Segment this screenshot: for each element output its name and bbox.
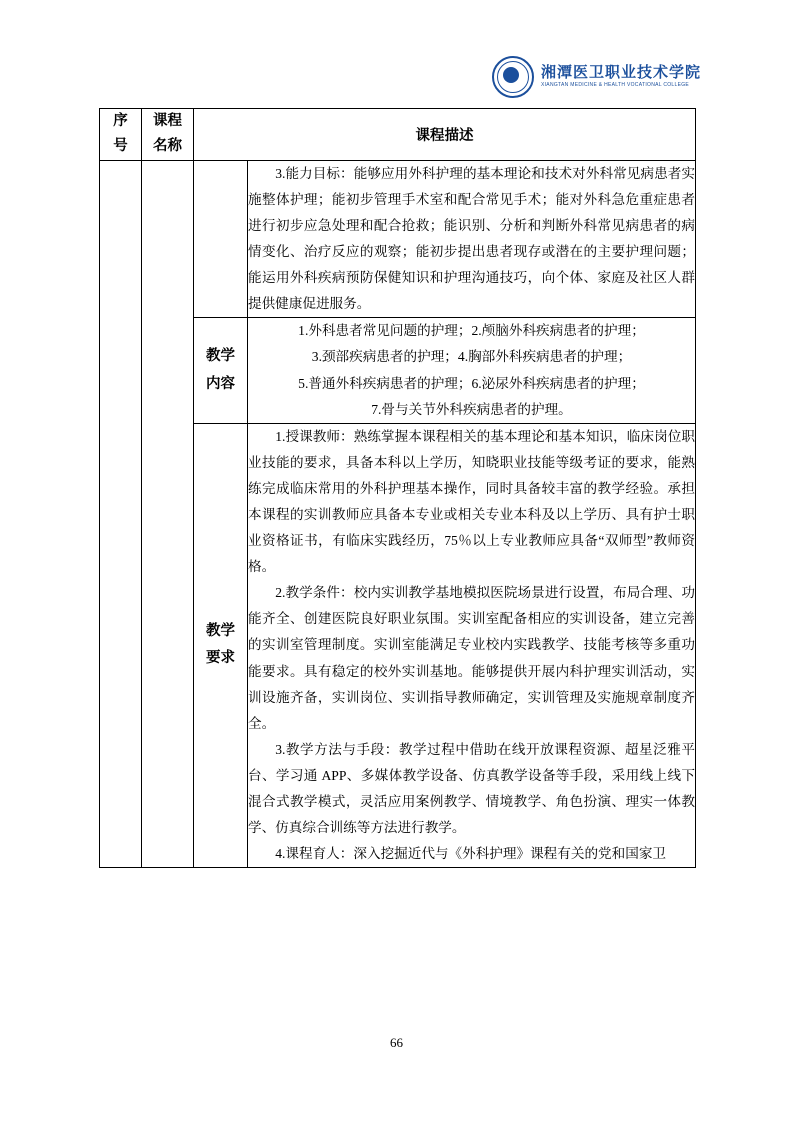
requirement-paragraph-teacher: 1.授课教师：熟练掌握本课程相关的基本理论和基本知识，临床岗位职业技能的要求，具备本科以上学历，知晓职业技能等级考证的要求，能熟练完成临床常用的外科护理基本操作，同时具备较丰富的教学经验。承担本课程的实训教师应具备本专业或相关专业本科及以上学历、具有护士职业资格证书，有临床实践经历，75％以上专业教师应具备“双师型”教师资格。 xyxy=(248,428,695,575)
table-row xyxy=(100,160,696,318)
college-logo xyxy=(492,56,701,98)
cell-sequence-number xyxy=(100,160,142,868)
label-teaching-requirements-line1: 教学 xyxy=(206,622,235,639)
teaching-content-line-3: 5.普通外科疾病患者的护理；6.泌尿外科疾病患者的护理； xyxy=(298,375,645,391)
paragraph-ability-objective: 3.能力目标：能够应用外科护理的基本理论和技术对外科常见病患者实施整体护理；能初步管理手术室和配合常见手术；能对外科急危重症患者进行初步应急处理和配合抢救；能识别、分析和判断外科常见病患者的病情变化、治疗反应的观察；能初步提出患者现存或潜在的主要护理问题；能运用外科疾病预防保健知识和护理沟通技巧，向个体、家庭及社区人群提供健康促进服务。 xyxy=(248,165,695,312)
label-teaching-content-line2: 内容 xyxy=(206,375,235,392)
cell-row-label-teaching-content xyxy=(194,318,248,423)
course-description-table xyxy=(99,108,696,868)
label-teaching-content-line1: 教学 xyxy=(206,347,235,364)
header-sequence-line2: 号 xyxy=(113,138,128,155)
college-name-cn: 湘潭医卫职业技术学院 xyxy=(540,64,701,81)
college-logo-text xyxy=(541,66,701,89)
page-number: 66 xyxy=(390,1035,403,1050)
teaching-content-line-1: 1.外科患者常见问题的护理；2.颅脑外科疾病患者的护理； xyxy=(298,323,645,339)
header-course-name-line2: 名称 xyxy=(153,138,182,155)
requirement-paragraph-methods: 3.教学方法与手段：教学过程中借助在线开放课程资源、超星泛雅平台、学习通 APP、多媒体教学设备、仿真教学设备等手段，采用线上线下混合式教学模式，灵活应用案例教学、情境教学、角色扮演、理实一体教学、仿真综合训练等方法进行教学。 xyxy=(248,741,695,836)
teaching-content-line-4: 7.骨与关节外科疾病患者的护理。 xyxy=(371,401,572,417)
cell-ability-objective xyxy=(248,160,696,318)
header-sequence-line1: 序 xyxy=(113,113,128,129)
teaching-content-line-2: 3.颈部疾病患者的护理；4.胸部外科疾病患者的护理； xyxy=(311,349,632,365)
cell-row-label-teaching-requirements xyxy=(194,423,248,868)
college-name-en: XIANGTAN MEDICINE & HEALTH VOCATIONAL COLLEGE xyxy=(540,82,690,89)
college-emblem-icon xyxy=(492,56,534,98)
cell-teaching-requirements xyxy=(248,423,696,868)
cell-teaching-content xyxy=(248,318,696,423)
requirement-paragraph-moral-education: 4.课程育人：深入挖掘近代与《外科护理》课程有关的党和国家卫 xyxy=(275,846,667,862)
cell-row-label-ability xyxy=(194,160,248,318)
label-teaching-requirements-line2: 要求 xyxy=(206,650,235,667)
header-cell-sequence xyxy=(100,109,142,161)
header-course-name-line1: 课程 xyxy=(153,113,182,129)
table-header-row xyxy=(100,109,696,161)
header-cell-description: 课程描述 xyxy=(194,109,696,161)
requirement-paragraph-conditions: 2.教学条件：校内实训教学基地模拟医院场景进行设置，布局合理、功能齐全、创建医院良好职业氛围。实训室配备相应的实训设备，建立完善的实训室管理制度。实训室能满足专业校内实践教学、技能考核等多重功能要求。具有稳定的校外实训基地。能够提供开展内科护理实训活动，实训设施齐备，实训岗位、实训指导教师确定，实训管理及实施规章制度齐全。 xyxy=(248,585,695,731)
cell-course-name xyxy=(142,160,194,868)
header-cell-course-name xyxy=(142,109,194,161)
